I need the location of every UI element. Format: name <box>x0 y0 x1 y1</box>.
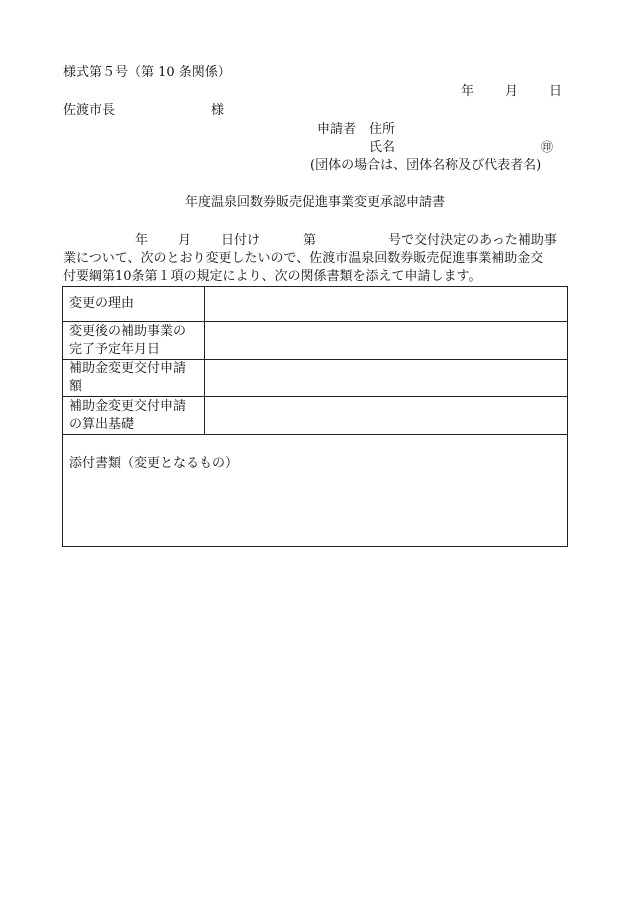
row-label-completion-date: 変更後の補助事業の完了予定年月日 <box>63 322 205 360</box>
applicant-label: 申請者 <box>317 122 357 137</box>
date-day-label: 日 <box>549 84 563 99</box>
body-year: 年 <box>135 233 149 248</box>
body-line-2: 業について、次のとおり変更したいので、佐渡市温泉回数券販売促進事業補助金交 <box>63 251 544 266</box>
body-paragraph <box>63 232 568 286</box>
body-line-3: 付要綱第10条第１項の規定により、次の関係書類を添えて申請します。 <box>63 269 482 284</box>
row-label-reason: 変更の理由 <box>63 287 205 322</box>
table-row <box>63 435 568 547</box>
body-month: 月 <box>178 233 192 248</box>
address-label: 住所 <box>369 122 396 137</box>
form-number: 様式第５号（第 10 条関係） <box>63 65 231 80</box>
document-title: 年度温泉回数券販売促進事業変更承認申請書 <box>184 195 445 210</box>
table-row <box>63 287 568 322</box>
table-row <box>63 322 568 360</box>
change-details-table <box>62 286 568 547</box>
addressee-honorific: 様 <box>211 103 225 118</box>
date-month-label: 月 <box>505 84 519 99</box>
addressee: 佐渡市長 <box>63 103 116 118</box>
table-row <box>63 397 568 435</box>
row-value-completion-date[interactable] <box>205 322 568 360</box>
attachments-cell[interactable] <box>63 435 568 547</box>
body-day-suffix: 日付け <box>221 233 261 248</box>
group-note: (団体の場合は、団体名称及び代表者名) <box>310 158 542 173</box>
row-label-calculation-basis: 補助金変更交付申請の算出基礎 <box>63 397 205 435</box>
attachments-label: 添付書類（変更となるもの） <box>69 456 239 471</box>
row-value-calculation-basis[interactable] <box>205 397 568 435</box>
table-row <box>63 360 568 397</box>
body-line1-tail: 号で交付決定のあった補助事 <box>388 233 557 248</box>
body-line-1 <box>63 232 568 250</box>
row-value-change-amount[interactable] <box>205 360 568 397</box>
row-value-reason[interactable] <box>205 287 568 322</box>
name-label: 氏名 <box>369 140 396 155</box>
body-dai: 第 <box>303 233 317 248</box>
seal-mark: ㊞ <box>541 140 554 154</box>
submission-date <box>461 83 562 100</box>
row-label-change-amount: 補助金変更交付申請額 <box>63 360 205 397</box>
date-year-label: 年 <box>461 84 475 99</box>
